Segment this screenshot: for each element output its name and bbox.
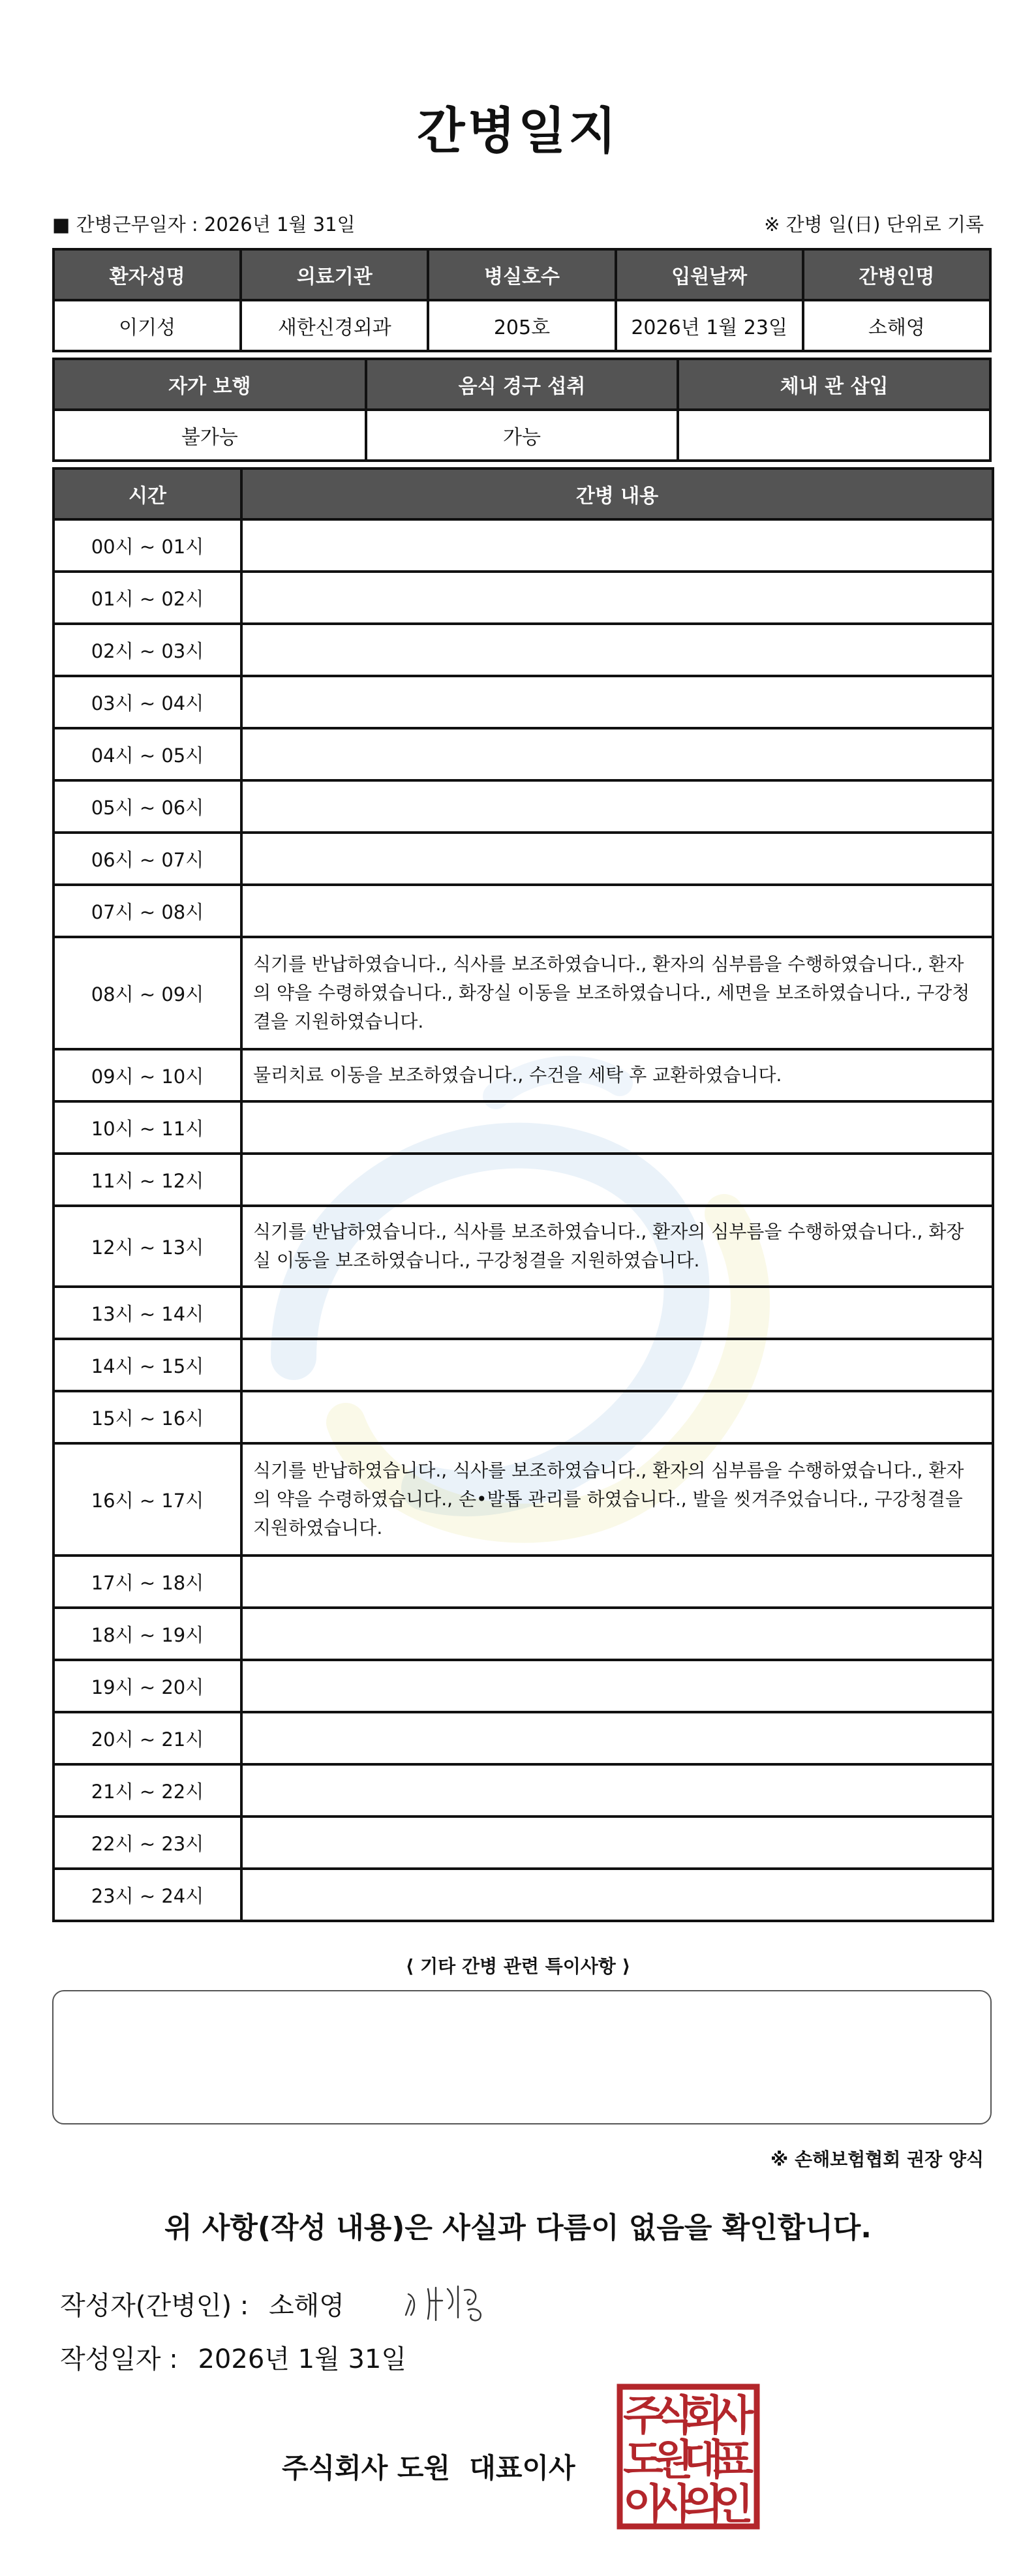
written-date-label: 작성일자 : xyxy=(60,2344,178,2374)
log-row xyxy=(53,780,993,833)
log-row-time: 00시 ~ 01시 xyxy=(53,519,241,572)
log-row-content xyxy=(241,1154,993,1206)
confirmation-statement: 위 사항(작성 내용)은 사실과 다름이 없음을 확인합니다. xyxy=(164,2211,872,2245)
log-row xyxy=(53,728,993,780)
patient-info-table xyxy=(52,248,992,352)
header-admission-date: 입원날짜 xyxy=(616,249,803,300)
log-row-time: 04시 ~ 05시 xyxy=(53,728,241,780)
log-row xyxy=(53,1339,993,1391)
recommendation-note: ※ 손해보험협회 권장 양식 xyxy=(770,2149,984,2170)
log-row-time: 09시 ~ 10시 xyxy=(53,1049,241,1101)
log-row-content xyxy=(241,1101,993,1154)
log-row xyxy=(53,1817,993,1869)
log-row-time: 12시 ~ 13시 xyxy=(53,1206,241,1287)
log-row xyxy=(53,1287,993,1339)
log-row-content xyxy=(241,833,993,885)
log-row-content xyxy=(241,1287,993,1339)
log-row-time: 20시 ~ 21시 xyxy=(53,1712,241,1764)
written-date-line xyxy=(60,2338,406,2376)
patient-name: 이기성 xyxy=(53,300,241,351)
log-row xyxy=(53,833,993,885)
log-row-time: 10시 ~ 11시 xyxy=(53,1101,241,1154)
log-row-content xyxy=(241,676,993,728)
svg-text:대: 대 xyxy=(683,2436,724,2485)
log-row xyxy=(53,1101,993,1154)
log-row xyxy=(53,1660,993,1712)
log-row xyxy=(53,1608,993,1660)
log-row-time: 13시 ~ 14시 xyxy=(53,1287,241,1339)
log-row-content: 식기를 반납하였습니다., 식사를 보조하였습니다., 환자의 심부름을 수행하였습니다., 화장실 이동을 보조하였습니다., 구강청결을 지원하였습니다. xyxy=(241,1206,993,1287)
header-time: 시간 xyxy=(53,468,241,519)
log-row xyxy=(53,1869,993,1921)
log-row-time: 21시 ~ 22시 xyxy=(53,1764,241,1817)
header-caregiver: 간병인명 xyxy=(803,249,990,300)
log-row xyxy=(53,1391,993,1443)
log-row xyxy=(53,676,993,728)
log-row-content xyxy=(241,519,993,572)
log-row-content xyxy=(241,780,993,833)
work-date-line xyxy=(52,210,356,237)
header-tube: 체내 관 삽입 xyxy=(678,359,990,410)
room-number: 205호 xyxy=(428,300,615,351)
notes-content xyxy=(53,1991,990,2017)
log-row-content xyxy=(241,1391,993,1443)
log-row-time: 22시 ~ 23시 xyxy=(53,1817,241,1869)
work-date-value: 2026년 1월 31일 xyxy=(204,213,356,236)
hospital-name: 새한신경외과 xyxy=(241,300,428,351)
log-row-time: 14시 ~ 15시 xyxy=(53,1339,241,1391)
admission-date: 2026년 1월 23일 xyxy=(616,300,803,351)
log-row-content xyxy=(241,624,993,676)
header-hospital: 의료기관 xyxy=(241,249,428,300)
log-row xyxy=(53,1049,993,1101)
log-row-content: 물리치료 이동을 보조하였습니다., 수건을 세탁 후 교환하였습니다. xyxy=(241,1049,993,1101)
care-log-table xyxy=(52,467,994,1922)
log-row-content xyxy=(241,1660,993,1712)
svg-text:표: 표 xyxy=(713,2436,754,2485)
record-unit-note: ※ 간병 일(日) 단위로 기록 xyxy=(764,213,984,236)
page-title: 간병일지 xyxy=(417,102,619,160)
company-seal-icon xyxy=(616,2383,761,2530)
oral-intake-status: 가능 xyxy=(366,410,678,461)
patient-status-table xyxy=(52,358,992,462)
log-row xyxy=(53,1443,993,1556)
log-row xyxy=(53,937,993,1049)
log-row-time: 18시 ~ 19시 xyxy=(53,1608,241,1660)
svg-text:식: 식 xyxy=(653,2392,693,2440)
work-date-label: ■ 간병근무일자 : xyxy=(52,213,198,236)
log-row-content xyxy=(241,1608,993,1660)
log-row xyxy=(53,1764,993,1817)
svg-text:사: 사 xyxy=(713,2392,754,2440)
header-oral-intake: 음식 경구 섭취 xyxy=(366,359,678,410)
caregiver-name: 소해영 xyxy=(803,300,990,351)
log-row-content xyxy=(241,572,993,624)
log-row-content xyxy=(241,885,993,937)
log-row-content xyxy=(241,1339,993,1391)
notes-box xyxy=(52,1990,992,2124)
log-row-time: 01시 ~ 02시 xyxy=(53,572,241,624)
log-row-time: 07시 ~ 08시 xyxy=(53,885,241,937)
svg-text:사: 사 xyxy=(653,2481,693,2529)
log-row xyxy=(53,1206,993,1287)
log-row-time: 11시 ~ 12시 xyxy=(53,1154,241,1206)
log-row-time: 17시 ~ 18시 xyxy=(53,1556,241,1608)
log-row-time: 06시 ~ 07시 xyxy=(53,833,241,885)
log-row-content xyxy=(241,1764,993,1817)
svg-text:회: 회 xyxy=(683,2392,724,2440)
log-row-content xyxy=(241,1817,993,1869)
log-row-time: 23시 ~ 24시 xyxy=(53,1869,241,1921)
written-date-value: 2026년 1월 31일 xyxy=(198,2344,406,2374)
log-row xyxy=(53,885,993,937)
log-row xyxy=(53,572,993,624)
log-row xyxy=(53,1712,993,1764)
log-row-content xyxy=(241,1556,993,1608)
svg-text:인: 인 xyxy=(713,2481,754,2529)
log-row-time: 05시 ~ 06시 xyxy=(53,780,241,833)
svg-text:주: 주 xyxy=(623,2392,663,2440)
log-row-time: 03시 ~ 04시 xyxy=(53,676,241,728)
log-row-content xyxy=(241,728,993,780)
log-row-content: 식기를 반납하였습니다., 식사를 보조하였습니다., 환자의 심부름을 수행하였습니다., 환자의 약을 수령하였습니다., 손•발톱 관리를 하였습니다., 발을 씻겨주었습니다., 구강청결을 지원하였습니다. xyxy=(241,1443,993,1556)
notes-title: ⟨ 기타 간병 관련 특이사항 ⟩ xyxy=(405,1955,631,1977)
writer-label: 작성자(간병인) : xyxy=(60,2291,249,2321)
svg-text:도: 도 xyxy=(623,2436,663,2485)
log-row-content xyxy=(241,1869,993,1921)
header-room: 병실호수 xyxy=(428,249,615,300)
company-name: 주식회사 도원 대표이사 xyxy=(282,2452,575,2484)
log-row-time: 15시 ~ 16시 xyxy=(53,1391,241,1443)
svg-text:이: 이 xyxy=(623,2481,663,2529)
svg-text:의: 의 xyxy=(683,2481,724,2529)
log-row-content: 식기를 반납하였습니다., 식사를 보조하였습니다., 환자의 심부름을 수행하였습니다., 환자의 약을 수령하였습니다., 화장실 이동을 보조하였습니다., 세면을 보조하였습니다., 구강청결을 지원하였습니다. xyxy=(241,937,993,1049)
log-row xyxy=(53,1556,993,1608)
log-row-time: 19시 ~ 20시 xyxy=(53,1660,241,1712)
writer-line xyxy=(60,2285,344,2322)
log-row xyxy=(53,624,993,676)
tube-status xyxy=(678,410,990,461)
log-row-time: 02시 ~ 03시 xyxy=(53,624,241,676)
header-walking: 자가 보행 xyxy=(53,359,366,410)
log-row-time: 08시 ~ 09시 xyxy=(53,937,241,1049)
signature-image xyxy=(402,2275,532,2327)
header-patient-name: 환자성명 xyxy=(53,249,241,300)
log-row-time: 16시 ~ 17시 xyxy=(53,1443,241,1556)
writer-name: 소해영 xyxy=(268,2291,344,2321)
svg-text:원: 원 xyxy=(653,2436,693,2485)
log-row xyxy=(53,519,993,572)
log-row-content xyxy=(241,1712,993,1764)
walking-status: 불가능 xyxy=(53,410,366,461)
header-care-content: 간병 내용 xyxy=(241,468,993,519)
log-row xyxy=(53,1154,993,1206)
